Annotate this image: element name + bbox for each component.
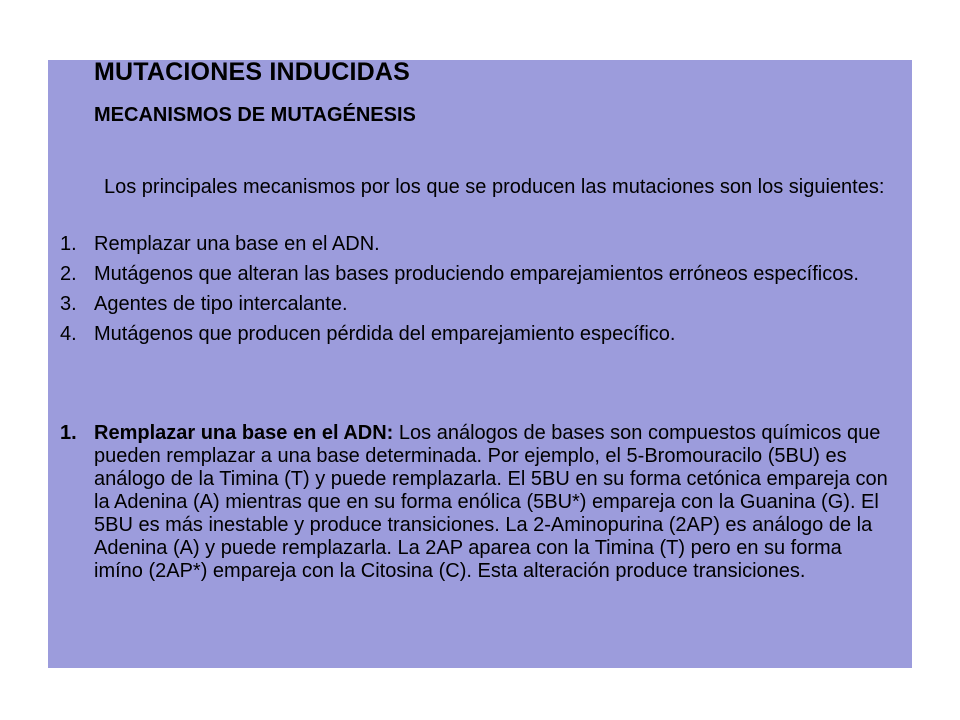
list-item-number: 1. [60,233,77,255]
slide-title: MUTACIONES INDUCIDAS [94,58,411,86]
list-item-text: Mutágenos que producen pérdida del emparejamiento específico. [94,323,676,345]
list-item-number: 4. [60,323,77,345]
list-item [60,263,900,286]
section-1-body [60,422,890,583]
intro-text: Los principales mecanismos por los que se producen las mutaciones son los siguientes: [104,176,885,198]
list-item [60,323,900,346]
section-1-heading: Remplazar una base en el ADN: [94,422,394,444]
section-1-number: 1. [60,422,77,444]
section-1-paragraph [60,422,890,583]
list-item-text: Agentes de tipo intercalante. [94,293,348,315]
list-item-text: Remplazar una base en el ADN. [94,233,380,255]
slide-subtitle: MECANISMOS DE MUTAGÉNESIS [94,104,416,126]
list-item-text: Mutágenos que alteran las bases produciendo emparejamientos erróneos específicos. [94,263,859,285]
list-item-number: 2. [60,263,77,285]
list-item [60,293,900,316]
section-1-text: Los análogos de bases son compuestos químicos que pueden remplazar a una base determinada. Por ejemplo, el 5-Bromouracilo (5BU) es análogo de la Timina (T) y puede remplazarla. El 5BU en su forma cetónica empareja con la Adenina (A) mientras que en su forma enólica (5BU*) empareja con la Guanina (G). El 5BU es más inestable y produce transiciones. La 2-Aminopurina (2AP) es análogo de la Adenina (A) y puede remplazarla. La 2AP aparea con la Timina (T) pero en su forma imíno (2AP*) empareja con la Citosina (C). Esta alteración produce transiciones. [94,422,888,582]
mechanisms-list [60,233,900,353]
list-item [60,233,900,256]
intro-paragraph [94,175,894,199]
list-item-number: 3. [60,293,77,315]
